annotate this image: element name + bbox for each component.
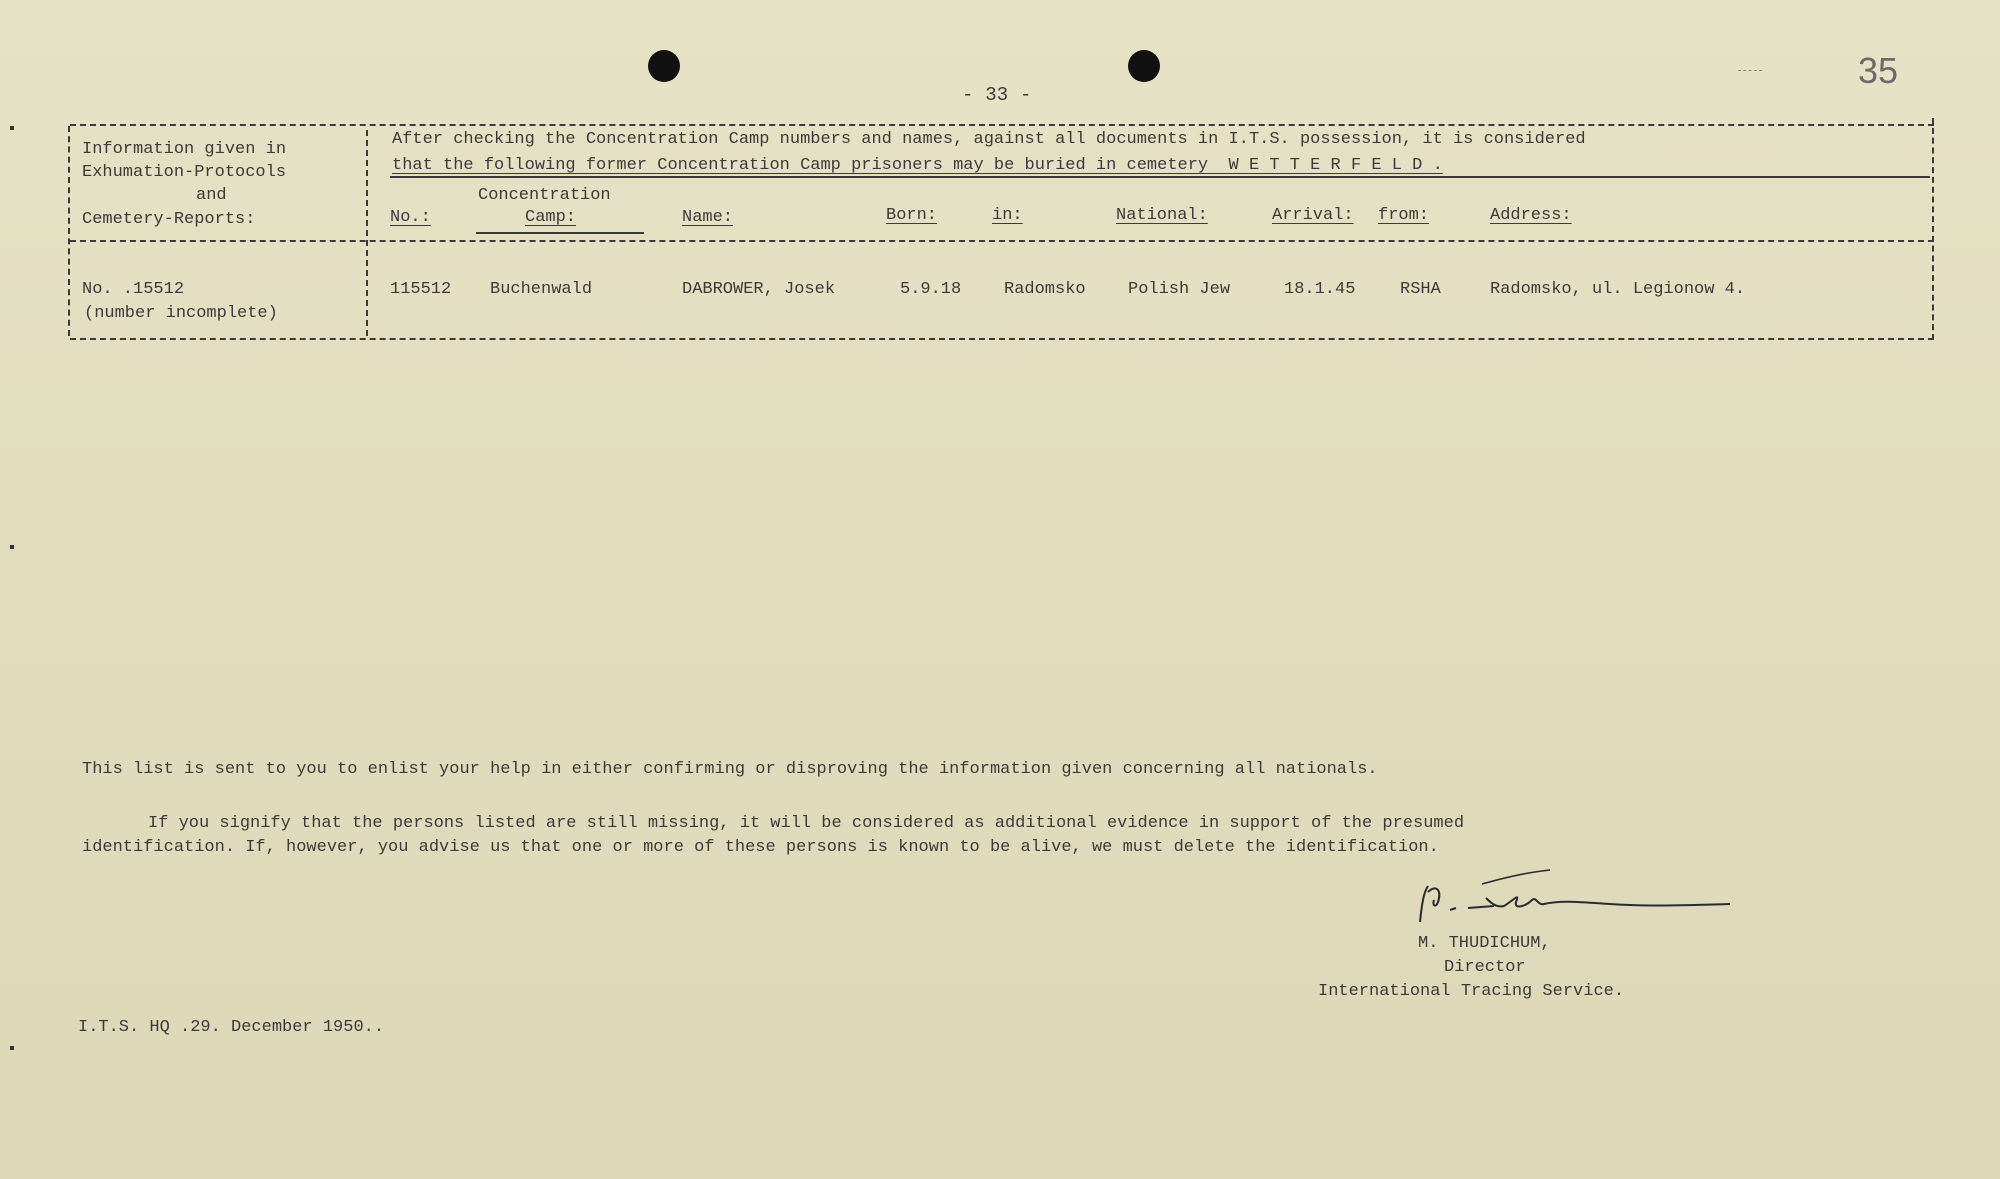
edge-mark xyxy=(10,126,14,130)
body-para1: This list is sent to you to enlist your help in either confirming or disproving the information given concerning all nationals. xyxy=(82,760,1378,779)
left-heading-line3: and xyxy=(196,186,227,205)
signatory-title: Director xyxy=(1444,958,1526,977)
body-para2-line2: identification. If, however, you advise us that one or more of these persons is known to be alive, we must delete the identification. xyxy=(82,838,1439,857)
table-divider xyxy=(366,130,368,336)
intro-rule xyxy=(390,176,1930,178)
page-number: - 33 - xyxy=(962,84,1032,106)
handwritten-signature xyxy=(1410,862,1740,932)
punch-hole-right xyxy=(1128,50,1160,82)
pencil-mark xyxy=(1738,70,1762,71)
cell-camp: Buchenwald xyxy=(490,280,593,299)
table-bottom-border xyxy=(70,338,1934,340)
table-right-border xyxy=(1932,118,1934,340)
col-from: from: xyxy=(1378,206,1430,225)
col-national: National: xyxy=(1116,206,1208,225)
table-left-border xyxy=(68,126,70,336)
signatory-name: M. THUDICHUM, xyxy=(1418,934,1551,953)
cell-born: 5.9.18 xyxy=(900,280,962,299)
cell-arrival: 18.1.45 xyxy=(1284,280,1356,299)
col-born: Born: xyxy=(886,206,938,225)
archive-number: 35 xyxy=(1858,50,1899,91)
body-para2-line1: If you signify that the persons listed are still missing, it will be considered as additional evidence in support of the presumed xyxy=(148,814,1465,833)
punch-hole-left xyxy=(648,50,680,82)
cell-no: 115512 xyxy=(390,280,452,299)
edge-mark xyxy=(10,1046,14,1050)
cell-in: Radomsko xyxy=(1004,280,1086,299)
left-heading-line2: Exhumation-Protocols xyxy=(82,163,287,182)
signatory-organization: International Tracing Service. xyxy=(1318,982,1625,1001)
cell-name: DABROWER, Josek xyxy=(682,280,836,299)
col-name: Name: xyxy=(682,208,734,227)
header-bottom-border xyxy=(70,240,1934,242)
col-in: in: xyxy=(992,206,1023,225)
col-camp-underline xyxy=(476,232,644,234)
col-address: Address: xyxy=(1490,206,1572,225)
col-camp: Camp: xyxy=(525,208,577,227)
col-camp-top: Concentration xyxy=(478,186,611,205)
left-heading-line1: Information given in xyxy=(82,140,287,159)
intro-line2: that the following former Concentration Camp prisoners may be buried in cemetery W E T T E R F E L D . xyxy=(392,156,1443,175)
cell-from: RSHA xyxy=(1400,280,1441,299)
col-no: No.: xyxy=(390,208,431,227)
cell-address: Radomsko, ul. Legionow 4. xyxy=(1490,280,1746,299)
cell-national: Polish Jew xyxy=(1128,280,1231,299)
edge-mark xyxy=(10,545,14,549)
left-heading-line4: Cemetery-Reports: xyxy=(82,210,256,229)
entry-number: No. .15512 xyxy=(82,280,185,299)
col-arrival: Arrival: xyxy=(1272,206,1354,225)
intro-line1: After checking the Concentration Camp numbers and names, against all documents in I.T.S. possession, it is considered xyxy=(392,130,1586,149)
table-top-border xyxy=(70,124,1934,126)
footer-date-line: I.T.S. HQ .29. December 1950.. xyxy=(78,1018,385,1037)
entry-note: (number incomplete) xyxy=(84,304,278,323)
